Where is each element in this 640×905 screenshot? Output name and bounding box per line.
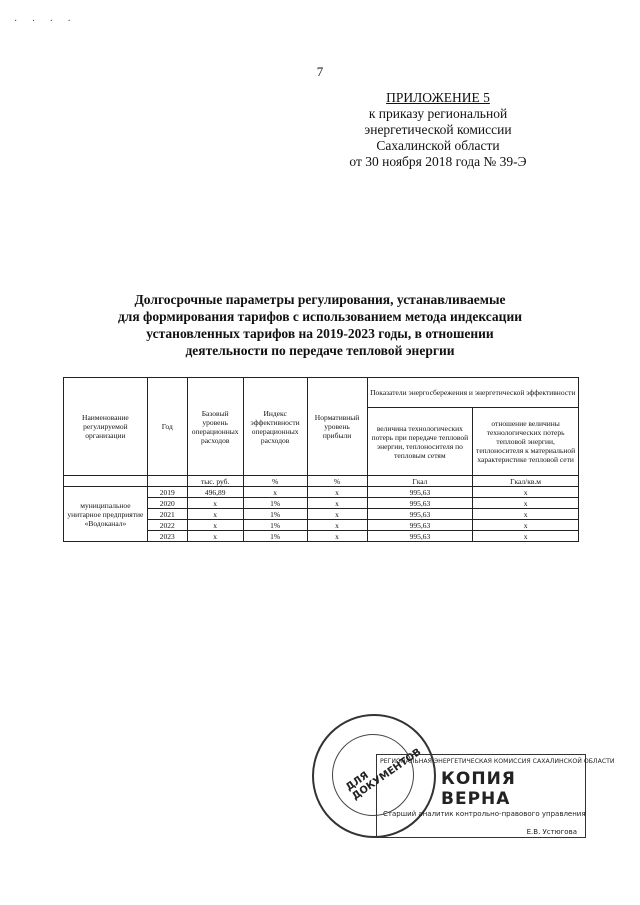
stamp-position: Старший аналитик контрольно-правового управления (383, 810, 586, 818)
cell-ratio: х (473, 520, 579, 531)
cell-losses: 995,63 (367, 531, 473, 542)
cell-index: 1% (243, 509, 307, 520)
units-empty (64, 476, 148, 487)
appendix-block (338, 90, 538, 170)
header-base-level: Базовый уровень операционных расходов (187, 378, 243, 476)
unit-profit-level: % (307, 476, 367, 487)
cell-profit: х (307, 531, 367, 542)
header-losses-ratio: отношение величины технологических потерь тепловой энергии, теплоносителя к материальной характеристике тепловой сети (473, 408, 579, 476)
cell-base: х (187, 531, 243, 542)
cell-profit: х (307, 487, 367, 498)
title-line: установленных тарифов на 2019-2023 годы, в отношении (146, 326, 494, 341)
page-number: 7 (316, 64, 324, 79)
cell-year: 2023 (147, 531, 187, 542)
cell-ratio: х (473, 509, 579, 520)
cell-index: 1% (243, 520, 307, 531)
cell-losses: 995,63 (367, 520, 473, 531)
header-energy-group: Показатели энергосбережения и энергетической эффективности (367, 378, 578, 408)
certification-stamp (300, 708, 615, 858)
cell-year: 2020 (147, 498, 187, 509)
cell-profit: х (307, 509, 367, 520)
stamp-name: Е.В. Устюгова (526, 828, 577, 836)
copy-stamp-box (376, 754, 615, 838)
header-efficiency-index: Индекс эффективности операционных расходов (243, 378, 307, 476)
cell-base: х (187, 509, 243, 520)
organization-cell: муниципальное унитарное предприятие «Водоканал» (64, 487, 148, 542)
cell-profit: х (307, 498, 367, 509)
stamp-organization: РЕГИОНАЛЬНАЯ ЭНЕРГЕТИЧЕСКАЯ КОМИССИЯ САХАЛИНСКОЙ ОБЛАСТИ (380, 758, 615, 765)
stamp-copy-label: КОПИЯ ВЕРНА (441, 769, 516, 809)
cell-ratio: х (473, 487, 579, 498)
cell-year: 2021 (147, 509, 187, 520)
cell-index: 1% (243, 531, 307, 542)
unit-base-level: тыс. руб. (187, 476, 243, 487)
cell-index: 1% (243, 498, 307, 509)
cell-base: х (187, 498, 243, 509)
table-row (64, 487, 579, 498)
cell-year: 2022 (147, 520, 187, 531)
seal-text: ДЛЯ ДОКУМЕНТОВ (344, 746, 424, 803)
cell-losses: 995,63 (367, 487, 473, 498)
appendix-line: от 30 ноября 2018 года № 39-Э (349, 154, 527, 169)
header-heat-losses: величина технологических потерь при передаче тепловой энергии, теплоносителя по тепловым сетям (367, 408, 473, 476)
appendix-line: к приказу региональной (368, 106, 508, 121)
unit-losses-ratio: Гкал/кв.м (473, 476, 579, 487)
units-empty (147, 476, 187, 487)
header-profit-level: Нормативный уровень прибыли (307, 378, 367, 476)
title-line: для формирования тарифов с использованием метода индексации (117, 309, 523, 324)
appendix-line: энергетической комиссии (364, 122, 512, 137)
scan-marks: · · · · (14, 16, 77, 27)
appendix-title: ПРИЛОЖЕНИЕ 5 (386, 90, 490, 105)
cell-profit: х (307, 520, 367, 531)
cell-base: х (187, 520, 243, 531)
unit-heat-losses: Гкал (367, 476, 473, 487)
cell-base: 496,89 (187, 487, 243, 498)
header-year: Год (147, 378, 187, 476)
appendix-line: Сахалинской области (376, 138, 500, 153)
header-organization: Наименование регулируемой организации (64, 378, 148, 476)
parameters-table (63, 377, 579, 542)
title-line: деятельности по передаче тепловой энергии (185, 343, 455, 358)
unit-efficiency-index: % (243, 476, 307, 487)
cell-losses: 995,63 (367, 509, 473, 520)
cell-ratio: х (473, 531, 579, 542)
title-line: Долгосрочные параметры регулирования, устанавливаемые (134, 292, 506, 307)
cell-index: х (243, 487, 307, 498)
document-title (80, 291, 560, 359)
cell-year: 2019 (147, 487, 187, 498)
cell-losses: 995,63 (367, 498, 473, 509)
cell-ratio: х (473, 498, 579, 509)
